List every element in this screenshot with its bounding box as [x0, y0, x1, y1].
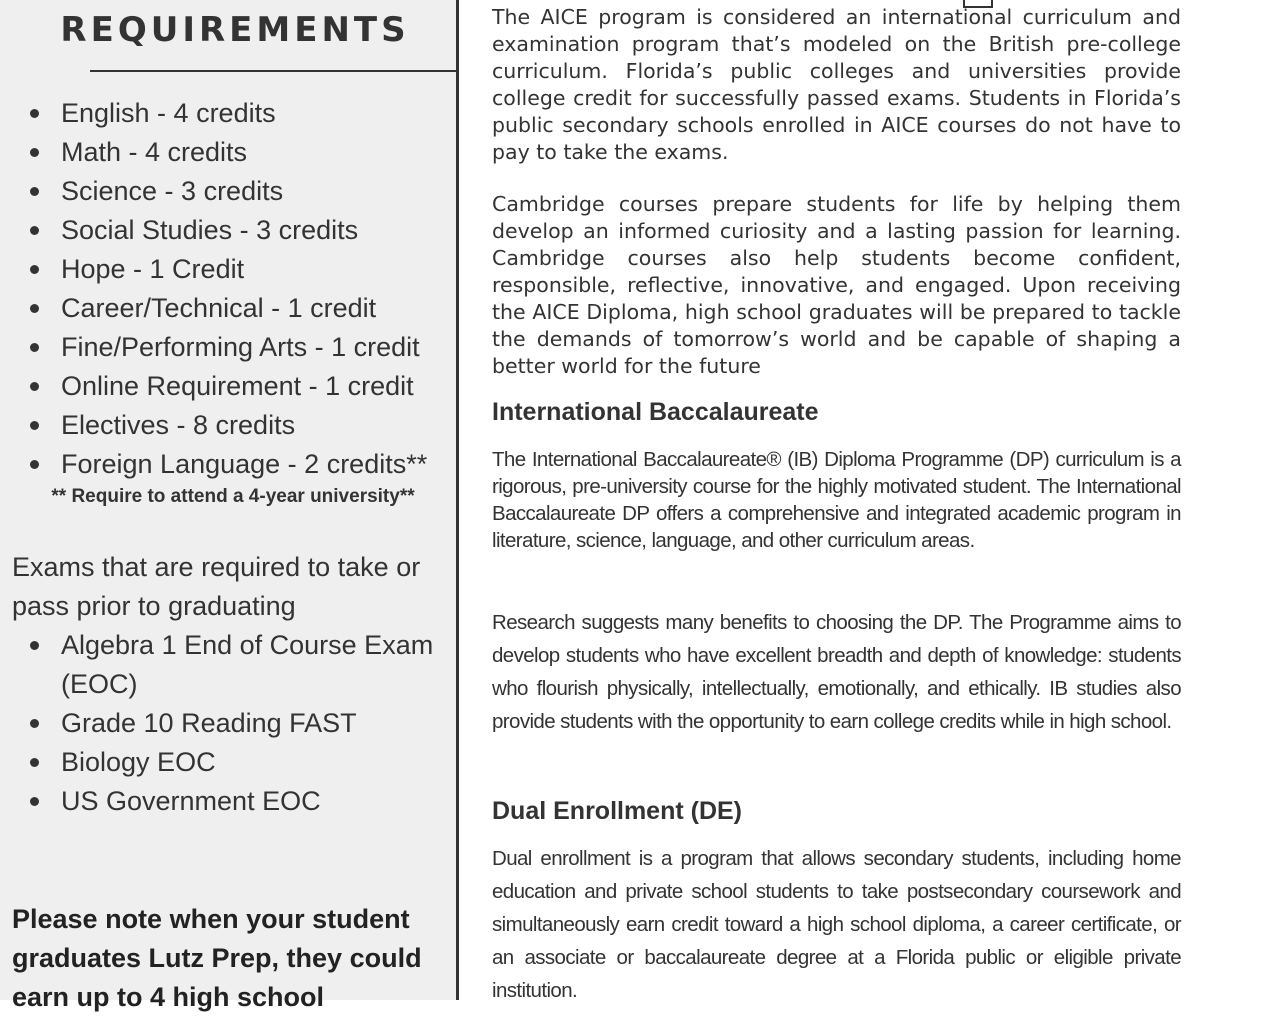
ib-paragraph-2: Research suggests many benefits to choosing the DP. The Programme aims to develop students who have excellent breadth and depth of knowledge: students who flourish physically, intellectually, emotionally, and ethically. IB studies also provide students with the opportunity to earn college credits while in high school.	[492, 611, 1181, 733]
credit-requirements-list	[0, 94, 427, 484]
credit-item: Online Requirement - 1 credit	[0, 367, 427, 406]
university-footnote: ** Require to attend a 4-year university**	[51, 486, 415, 507]
credit-item: Hope - 1 Credit	[0, 250, 427, 289]
exam-item: Grade 10 Reading FAST	[0, 704, 456, 743]
credit-item: Electives - 8 credits	[0, 406, 427, 445]
credit-item: Social Studies - 3 credits	[0, 211, 427, 250]
aice-paragraph-1: The AICE program is considered an international curriculum and examination program that’s modeled on the British pre-college curriculum. Florida’s public colleges and universities provide college credit for successfully passed exams. Students in Florida’s public secondary schools enrolled in AICE courses do not have to pay to take the exams.	[492, 5, 1181, 164]
exams-intro: Exams that are required to take or pass prior to graduating	[12, 552, 421, 621]
ib-heading: International Baccalaureate	[492, 398, 819, 426]
ib-paragraph-1: The International Baccalaureate® (IB) Diploma Programme (DP) curriculum is a rigorous, pre-university course for the highly motivated student. The International Baccalaureate DP offers a comprehensive and integrated academic program in literature, science, language, and other curriculum areas.	[492, 448, 1181, 552]
credit-item: Foreign Language - 2 credits**	[0, 445, 427, 484]
exam-item: US Government EOC	[0, 782, 456, 821]
required-exams-list	[0, 626, 456, 821]
credit-item: Science - 3 credits	[0, 172, 427, 211]
title-underline	[90, 70, 456, 72]
credit-item: Career/Technical - 1 credit	[0, 289, 427, 328]
aice-paragraph-2: Cambridge courses prepare students for life by helping them develop an informed curiosity and a lasting passion for learning. Cambridge courses also help students become confident, responsible, reflective, innovative, and engaged. Upon receiving the AICE Diploma, high school graduates will be prepared to tackle the demands of tomorrow’s world and be capable of shaping a better world for the future	[492, 192, 1181, 378]
exam-item: Biology EOC	[0, 743, 456, 782]
dual-enrollment-heading: Dual Enrollment (DE)	[492, 797, 743, 825]
exam-item: Algebra 1 End of Course Exam (EOC)	[0, 626, 456, 704]
credit-item: English - 4 credits	[0, 94, 427, 133]
requirements-title: REQUIREMENTS	[60, 10, 410, 50]
graduation-note: Please note when your student graduates Lutz Prep, they could earn up to 4 high school	[12, 904, 422, 1012]
credit-item: Math - 4 credits	[0, 133, 427, 172]
credit-item: Fine/Performing Arts - 1 credit	[0, 328, 427, 367]
dual-enrollment-paragraph: Dual enrollment is a program that allows secondary students, including home education and private school students to take postsecondary coursework and simultaneously earn credit toward a high school diploma, a career certificate, or an associate or baccalaureate degree at a Florida public or eligible private institution.	[492, 847, 1181, 1002]
